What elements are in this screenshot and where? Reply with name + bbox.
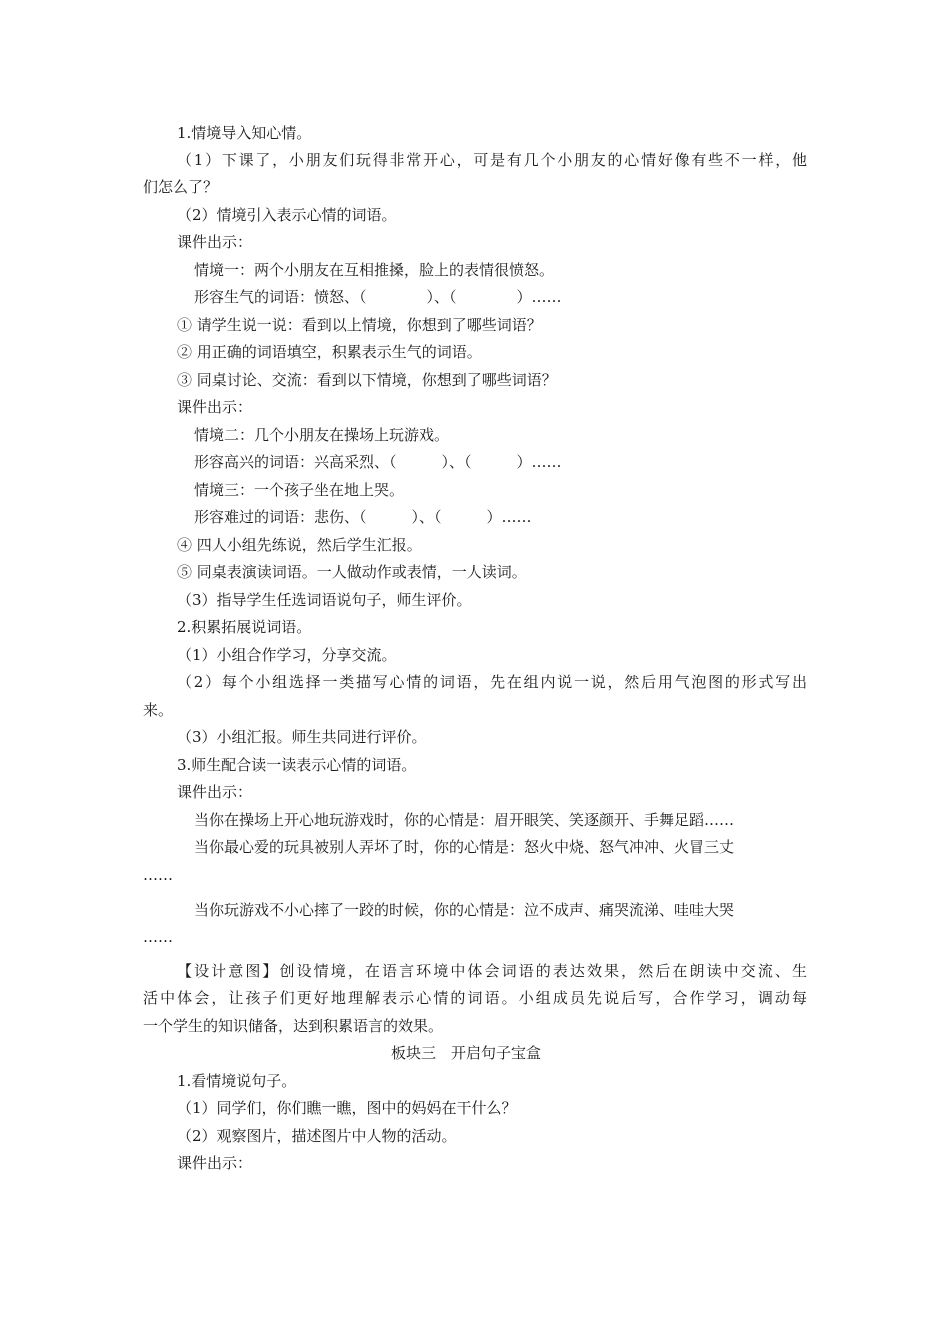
paragraph-line: 当你在操场上开心地玩游戏时，你的心情是：眉开眼笑、笑逐颜开、手舞足蹈…… xyxy=(194,811,735,829)
paragraph-line: …… xyxy=(143,928,173,946)
paragraph-line: 课件出示： xyxy=(177,783,253,801)
paragraph-line: （1）同学们，你们瞧一瞧，图中的妈妈在干什么？ xyxy=(177,1099,517,1117)
design-intent-paragraph: 【设计意图】创设情境，在语言环境中体会词语的表达效果，然后在朗读中交流、生 xyxy=(177,962,807,980)
paragraph-line: 形容难过的词语：悲伤、（ ）、（ ）…… xyxy=(194,508,532,526)
heading-4: 1.看情境说句子。 xyxy=(177,1072,297,1090)
list-item: ⑤ 同桌表演读词语。一人做动作或表情，一人读词。 xyxy=(177,563,527,581)
paragraph-line: （2）观察图片，描述图片中人物的活动。 xyxy=(177,1127,457,1145)
design-intent-paragraph: 活中体会，让孩子们更好地理解表示心情的词语。小组成员先说后写，合作学习，调动每 xyxy=(143,989,807,1007)
list-item: ② 用正确的词语填空，积累表示生气的词语。 xyxy=(177,343,482,361)
paragraph-line: 课件出示： xyxy=(177,1154,253,1172)
paragraph-line: 课件出示： xyxy=(177,233,253,251)
heading-3: 3.师生配合读一读表示心情的词语。 xyxy=(177,756,417,774)
paragraph-line: 课件出示： xyxy=(177,398,253,416)
paragraph-line: 情境二：几个小朋友在操场上玩游戏。 xyxy=(194,426,450,444)
paragraph-line: 们怎么了？ xyxy=(143,178,219,196)
paragraph-line: 形容生气的词语：愤怒、（ ）、（ ）…… xyxy=(194,288,562,306)
paragraph-line: （2）每个小组选择一类描写心情的词语，先在组内说一说，然后用气泡图的形式写出 xyxy=(177,673,807,691)
paragraph-line: 当你最心爱的玩具被别人弄坏了时，你的心情是：怒火中烧、怒气冲冲、火冒三丈 xyxy=(194,838,735,856)
paragraph-line: 形容高兴的词语：兴高采烈、（ ）、（ ）…… xyxy=(194,453,562,471)
paragraph-line: （3）指导学生任选词语说句子，师生评价。 xyxy=(177,591,472,609)
design-intent-paragraph: 一个学生的知识储备，达到积累语言的效果。 xyxy=(143,1017,444,1035)
list-item: ① 请学生说一说：看到以上情境，你想到了哪些词语？ xyxy=(177,316,542,334)
paragraph-line: （3）小组汇报。师生共同进行评价。 xyxy=(177,728,427,746)
section-title: 板块三 开启句子宝盒 xyxy=(391,1044,542,1062)
paragraph-line: 当你玩游戏不小心摔了一跤的时候，你的心情是：泣不成声、痛哭流涕、哇哇大哭 xyxy=(194,901,735,919)
heading-1: 1.情境导入知心情。 xyxy=(177,124,312,142)
heading-2: 2.积累拓展说词语。 xyxy=(177,618,312,636)
list-item: ③ 同桌讨论、交流：看到以下情境，你想到了哪些词语？ xyxy=(177,371,557,389)
list-item: ④ 四人小组先练说，然后学生汇报。 xyxy=(177,536,422,554)
paragraph-line: （2）情境引入表示心情的词语。 xyxy=(177,206,397,224)
paragraph-line: 情境三：一个孩子坐在地上哭。 xyxy=(194,481,405,499)
paragraph-line: …… xyxy=(143,866,173,884)
paragraph-line: 情境一：两个小朋友在互相推搡，脸上的表情很愤怒。 xyxy=(194,261,555,279)
paragraph-line: 来。 xyxy=(143,701,174,719)
paragraph-line: （1）小组合作学习，分享交流。 xyxy=(177,646,397,664)
paragraph-line: （1）下课了，小朋友们玩得非常开心，可是有几个小朋友的心情好像有些不一样，他 xyxy=(177,151,807,169)
